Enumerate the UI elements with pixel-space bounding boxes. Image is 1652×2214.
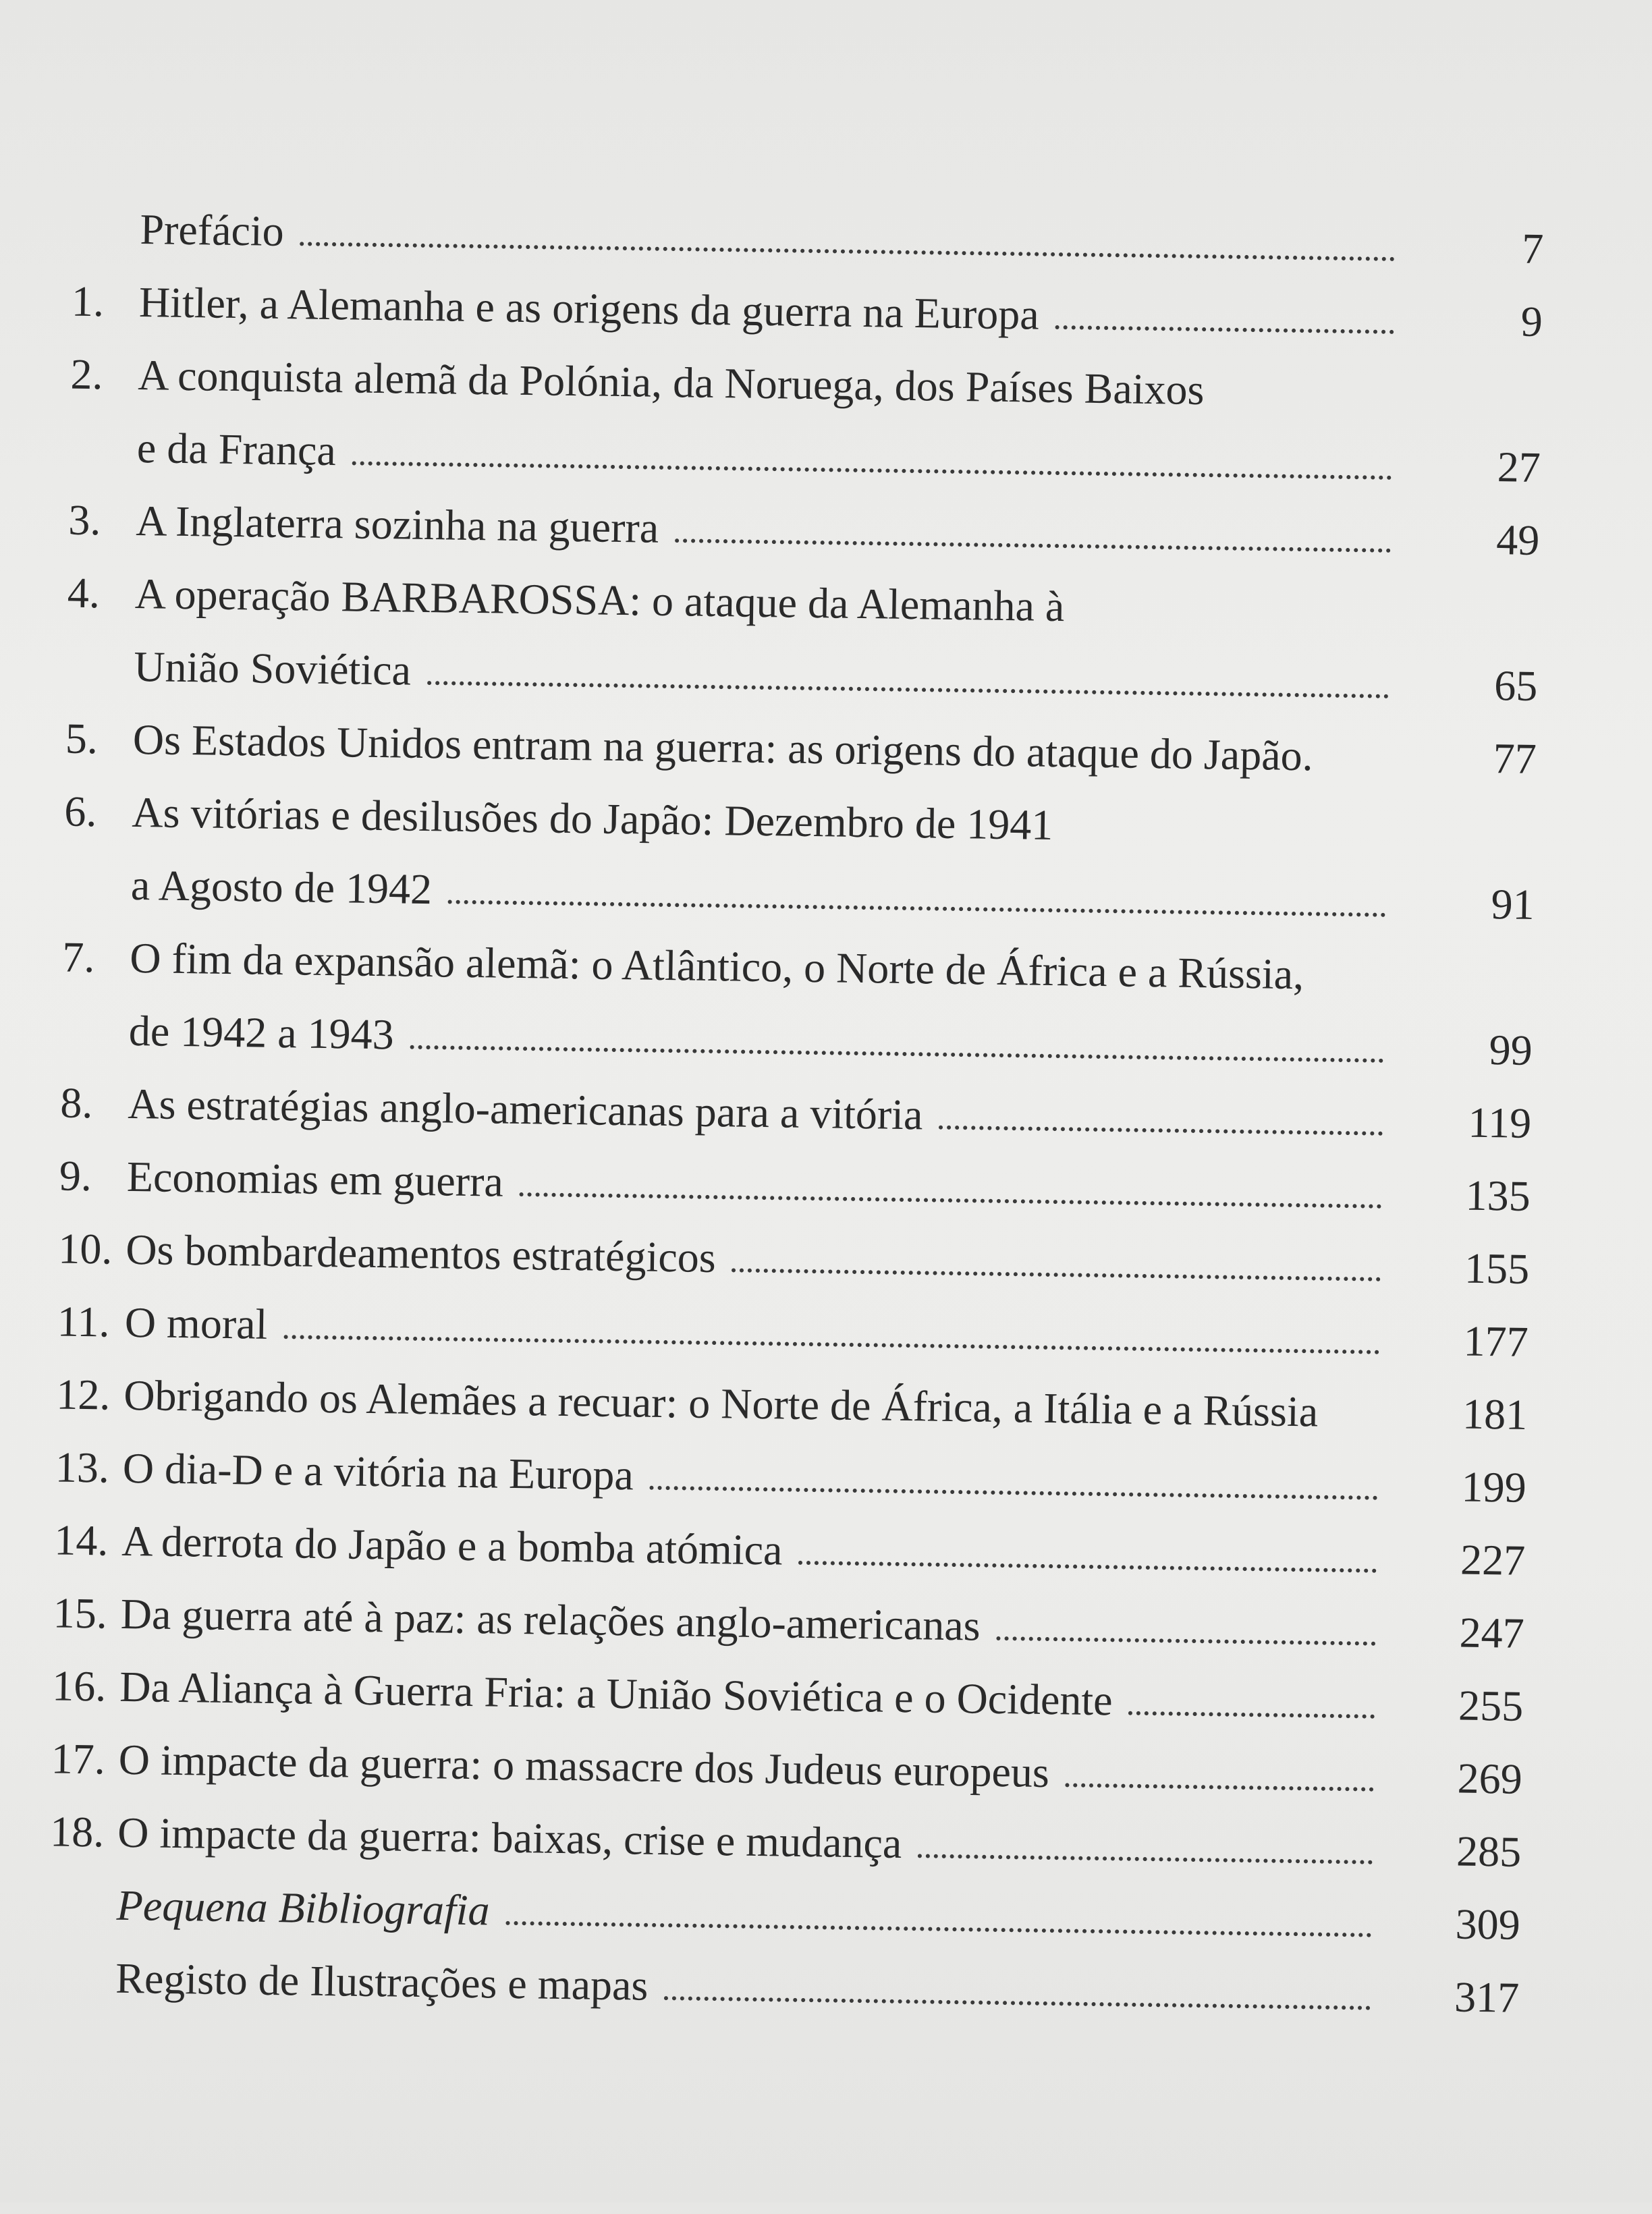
toc-title: O moral [124,1298,268,1348]
toc-number: 18. [49,1807,105,1856]
toc-page: 181 [1462,1389,1528,1439]
toc-page: 155 [1464,1244,1530,1293]
toc-number: 9. [59,1151,92,1200]
toc-page: 227 [1460,1535,1526,1584]
toc-title: Registo de Ilustrações e mapas [115,1954,649,2010]
toc-number: 15. [53,1588,108,1638]
dot-leader [675,538,1391,553]
toc-title: Da guerra até à paz: as relações anglo-americanas [120,1589,981,1650]
toc-title: Prefácio [140,205,285,255]
toc-page: 49 [1495,516,1540,565]
dot-leader [1055,325,1394,334]
toc-number: 16. [51,1661,107,1711]
toc-page: 199 [1461,1462,1527,1512]
toc-page: 135 [1465,1171,1531,1220]
toc-page: 119 [1468,1098,1532,1147]
toc-number: 17. [51,1734,106,1783]
toc-title: O dia-D e a vitória na Europa [122,1443,634,1499]
toc-title: A operação BARBAROSSA: o ataque da Alemanha à [134,569,1065,631]
toc-title: Economias em guerra [126,1152,504,1206]
toc-title: Da Aliança à Guerra Fria: a União Soviética e o Ocidente [119,1662,1113,1725]
toc-number: 5. [65,714,99,763]
toc-title: O impacte da guerra: o massacre dos Judeus europeus [118,1735,1050,1797]
toc-page: 91 [1491,880,1535,929]
toc-page: 99 [1489,1026,1533,1074]
dot-leader [283,1335,1379,1354]
toc-number: 12. [55,1370,111,1419]
toc-page: 9 [1520,297,1543,346]
toc-page: 177 [1463,1317,1529,1366]
toc-page: 27 [1497,443,1541,492]
toc-number [73,192,140,193]
toc-number [50,1868,117,1869]
dot-leader [448,900,1386,916]
toc-title: A Inglaterra sozinha na guerra [135,496,659,552]
toc-number: 14. [53,1516,109,1565]
dot-leader [939,1126,1383,1136]
toc-title: A derrota do Japão e a bomba atómica [121,1516,783,1574]
toc-number: 13. [55,1443,110,1492]
toc-title: As estratégias anglo-americanas para a vitória [127,1079,923,1139]
toc-page: 247 [1459,1608,1525,1657]
toc-number: 2. [70,350,103,399]
dot-leader [520,1192,1382,1209]
dot-leader [664,1996,1371,2010]
toc-page: 255 [1458,1681,1524,1730]
toc-page: 269 [1457,1754,1523,1803]
dot-leader [1128,1711,1375,1719]
toc-title: Hitler, a Alemanha e as origens da guerra na Europa [138,278,1040,339]
toc-number: 8. [59,1078,93,1128]
toc-title: Pequena Bibliografia [116,1881,491,1935]
toc-title: Obrigando os Alemães a recuar: o Norte de África, a Itália e a Rússia [123,1371,1319,1436]
toc-title: O impacte da guerra: baixas, crise e mudança [117,1808,902,1868]
dot-leader [918,1854,1373,1864]
toc-title-continued: União Soviética [133,642,412,694]
dot-leader [352,461,1392,480]
dot-leader [650,1486,1378,1500]
toc-page: 7 [1521,224,1544,273]
toc-number: 7. [61,933,95,982]
toc-number: 4. [67,568,101,617]
dot-leader [300,242,1395,261]
dot-leader [1065,1783,1373,1791]
toc-page: 77 [1493,734,1537,783]
toc-page: 309 [1455,1900,1521,1949]
toc-page: 285 [1456,1827,1522,1876]
dot-leader [732,1268,1381,1281]
table-of-contents [48,192,1544,2035]
toc-number: 10. [57,1224,113,1273]
toc-title: Os Estados Unidos entram na guerra: as origens do ataque do Japão. [132,715,1314,780]
toc-title-continued: de 1942 a 1943 [128,1006,395,1059]
toc-title-continued: e da França [136,423,337,475]
toc-page: 317 [1454,1972,1520,2022]
dot-leader [996,1636,1375,1646]
toc-title: O fim da expansão alemã: o Atlântico, o Norte de África e a Rússia, [129,933,1304,999]
toc-number: 6. [63,787,97,836]
dot-leader [410,1045,1383,1063]
toc-number: 11. [57,1297,111,1346]
dot-leader [505,1921,1371,1937]
toc-number: 3. [67,495,101,545]
toc-number: 1. [71,277,105,326]
dot-leader [798,1561,1377,1573]
toc-title: A conquista alemã da Polónia, da Noruega, dos Países Baixos [137,351,1205,414]
toc-title-continued: a Agosto de 1942 [130,860,433,914]
toc-title: As vitórias e desilusões do Japão: Dezembro de 1941 [131,787,1053,849]
dot-leader [427,681,1389,698]
toc-title: Os bombardeamentos estratégicos [125,1225,717,1282]
toc-page: 65 [1493,661,1538,710]
